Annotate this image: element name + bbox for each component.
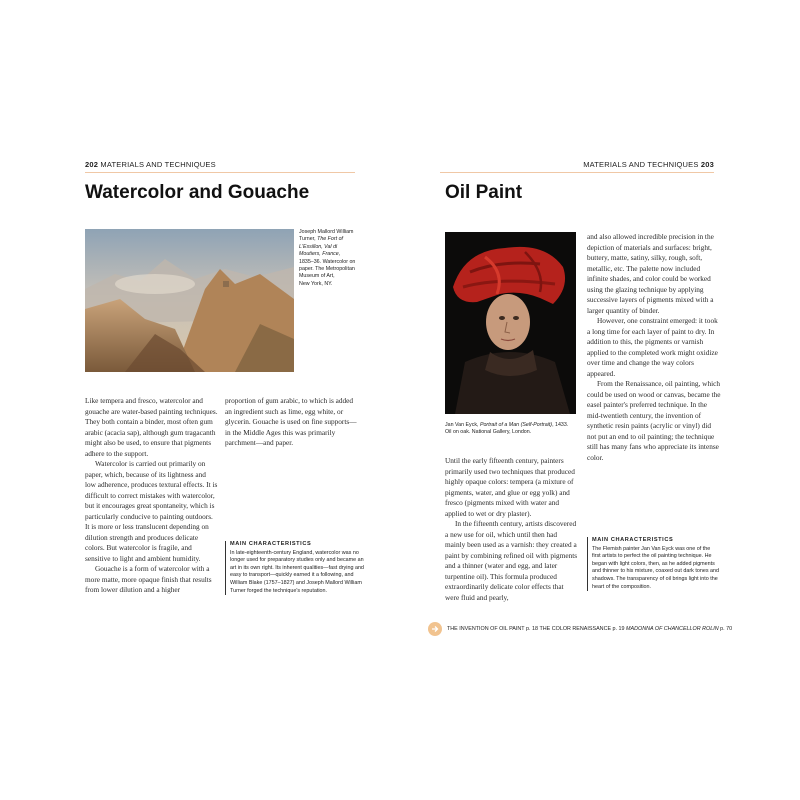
left-running-header: [85, 160, 216, 169]
right-header-rule: [440, 172, 714, 173]
left-body-column-2: [225, 396, 360, 449]
right-page-number: 203: [700, 160, 714, 169]
paragraph: Like tempera and fresco, watercolor and gouache are water-based painting techniques. They both contain a binder, most often gum arabic (acacia sap), although gum tragacanth might also be used, to ensure that pigments adhere to the support.: [85, 396, 218, 458]
main-characteristics-heading: MAIN CHARACTERISTICS: [230, 541, 312, 547]
left-header-rule: [85, 172, 355, 173]
caption-line: Museum of Art,: [299, 273, 335, 280]
left-page-number: 202: [85, 160, 99, 169]
right-body-column-2: [587, 232, 721, 463]
paragraph: proportion of gum arabic, to which is added an ingredient such as lime, egg white, or glycerin. Gouache is used on fine supports—in the Middle Ages this was primarily parchment—and paper.: [225, 396, 357, 447]
left-body-column-1: [85, 396, 218, 596]
paragraph: Watercolor is carried out primarily on paper, which, because of its lightness and low adherence, produces textural effects. It is difficult to correct mistakes with watercolor, but it encourages great spontaneity, which is particularly conducive to painting outdoors. It is more or less translucent depending on dilution strength and produces delicate colors. But watercolor is fragile, and sensitive to light and ambient humidity.: [85, 459, 218, 563]
right-image-caption: [445, 422, 585, 437]
main-characteristics-heading: MAIN CHARACTERISTICS: [592, 537, 674, 543]
turner-watercolor-image: [85, 229, 294, 372]
paragraph: Gouache is a form of watercolor with a more matte, more opaque finish that results from lower dilution and a higher: [85, 564, 212, 594]
right-page-title: Oil Paint: [445, 182, 523, 203]
caption-artwork-title: Portrait of a Man (Self-Portrait): [479, 422, 553, 428]
right-section-title: MATERIALS AND TECHNIQUES: [583, 160, 699, 169]
caption-line: , 1433.: [552, 422, 569, 428]
arrow-right-icon: [428, 622, 442, 636]
xref-color-renaissance-link[interactable]: THE COLOR RENAISSANCE p. 19: [539, 626, 625, 632]
left-page-title: Watercolor and Gouache: [85, 182, 310, 203]
caption-line: Jan Van Eyck,: [445, 422, 479, 428]
right-running-header: [583, 160, 714, 169]
paragraph: and also allowed incredible precision in the depiction of materials and surfaces: bright, buttery, matte, satiny, silky, rough, soft, metallic, etc. The palette now included infinite shades, and color could be worked using the glazing technique by applying successive layers of pigments mixed with a larger quantity of binder.: [587, 232, 714, 315]
caption-line: 1835–36. Watercolor on: [299, 258, 356, 265]
main-characteristics-text: In late-eighteenth-century England, watercolor was no longer used for preparatory studies only and became an art in its own right. Its inherent qualities—fast drying and easy to transport—quickly earned it a following, and William Blake (1757–1827) and Joseph Mallord William Turner forged the technique's reputation.: [230, 549, 364, 594]
paragraph: However, one constraint emerged: it took a long time for each layer of paint to dry. In addition to this, the pigments or varnish applied to the completed work might oxidize over time and change the way colors appeared.: [587, 316, 718, 378]
paragraph: Until the early fifteenth century, painters primarily used two techniques that produced highly opaque colors: tempera (a mixture of pigments, water, and glue or egg yolk) and fresco (pigments mixed with water and applied to wet or dry plaster).: [445, 456, 575, 518]
right-body-column-1: [445, 456, 579, 603]
main-characteristics-text: The Flemish painter Jan Van Eyck was one of the first artists to perfect the oil painting technique. He began with light colors, then, as he added pigments and thinner to his mixture, coaxed out dark tones and shadows. The transparency of oil brings light into the heart of the composition.: [592, 545, 720, 590]
caption-line: Oil on oak. National Gallery, London.: [445, 429, 532, 436]
caption-line: Joseph Mallord William: [299, 229, 354, 235]
right-main-characteristics-box: [587, 537, 720, 591]
left-section-title: MATERIALS AND TECHNIQUES: [100, 160, 216, 169]
van-eyck-portrait-image: [445, 232, 576, 414]
paragraph: From the Renaissance, oil painting, which could be used on wood or canvas, became the easel painter's preferred technique. In the mid-twentieth century, the invention of synthetic resin paints (acrylic or vinyl) did not put an end to oil painting; the technique still has many fans who appreciate its intense color.: [587, 379, 721, 462]
caption-artwork-title: The Fort of: [317, 236, 343, 243]
paragraph: In the fifteenth century, artists discovered a new use for oil, which until then had mainly been used as a varnish: they created a paint by combining refined oil with pigments and a thinner (water and egg, and later turpentine oil). This formula produced extraordinarily delicate color effects that were fluid and pearly,: [445, 519, 578, 602]
caption-line: Turner,: [299, 236, 316, 243]
left-main-characteristics-box: [225, 541, 365, 595]
caption-artwork-title: L'Essillon, Val di: [299, 243, 338, 250]
left-image-caption: [299, 229, 364, 288]
cross-reference-bar: [428, 622, 758, 636]
xref-madonna-link[interactable]: MADONNA OF CHANCELLOR ROLIN: [626, 626, 719, 632]
xref-invention-link[interactable]: THE INVENTION OF OIL PAINT p. 18: [447, 626, 538, 632]
xref-madonna-page: p. 70: [720, 626, 733, 632]
caption-line: paper. The Metropolitan: [299, 266, 355, 273]
caption-line: New York, NY.: [299, 280, 333, 287]
caption-artwork-title: Moutiers, France,: [299, 251, 341, 258]
